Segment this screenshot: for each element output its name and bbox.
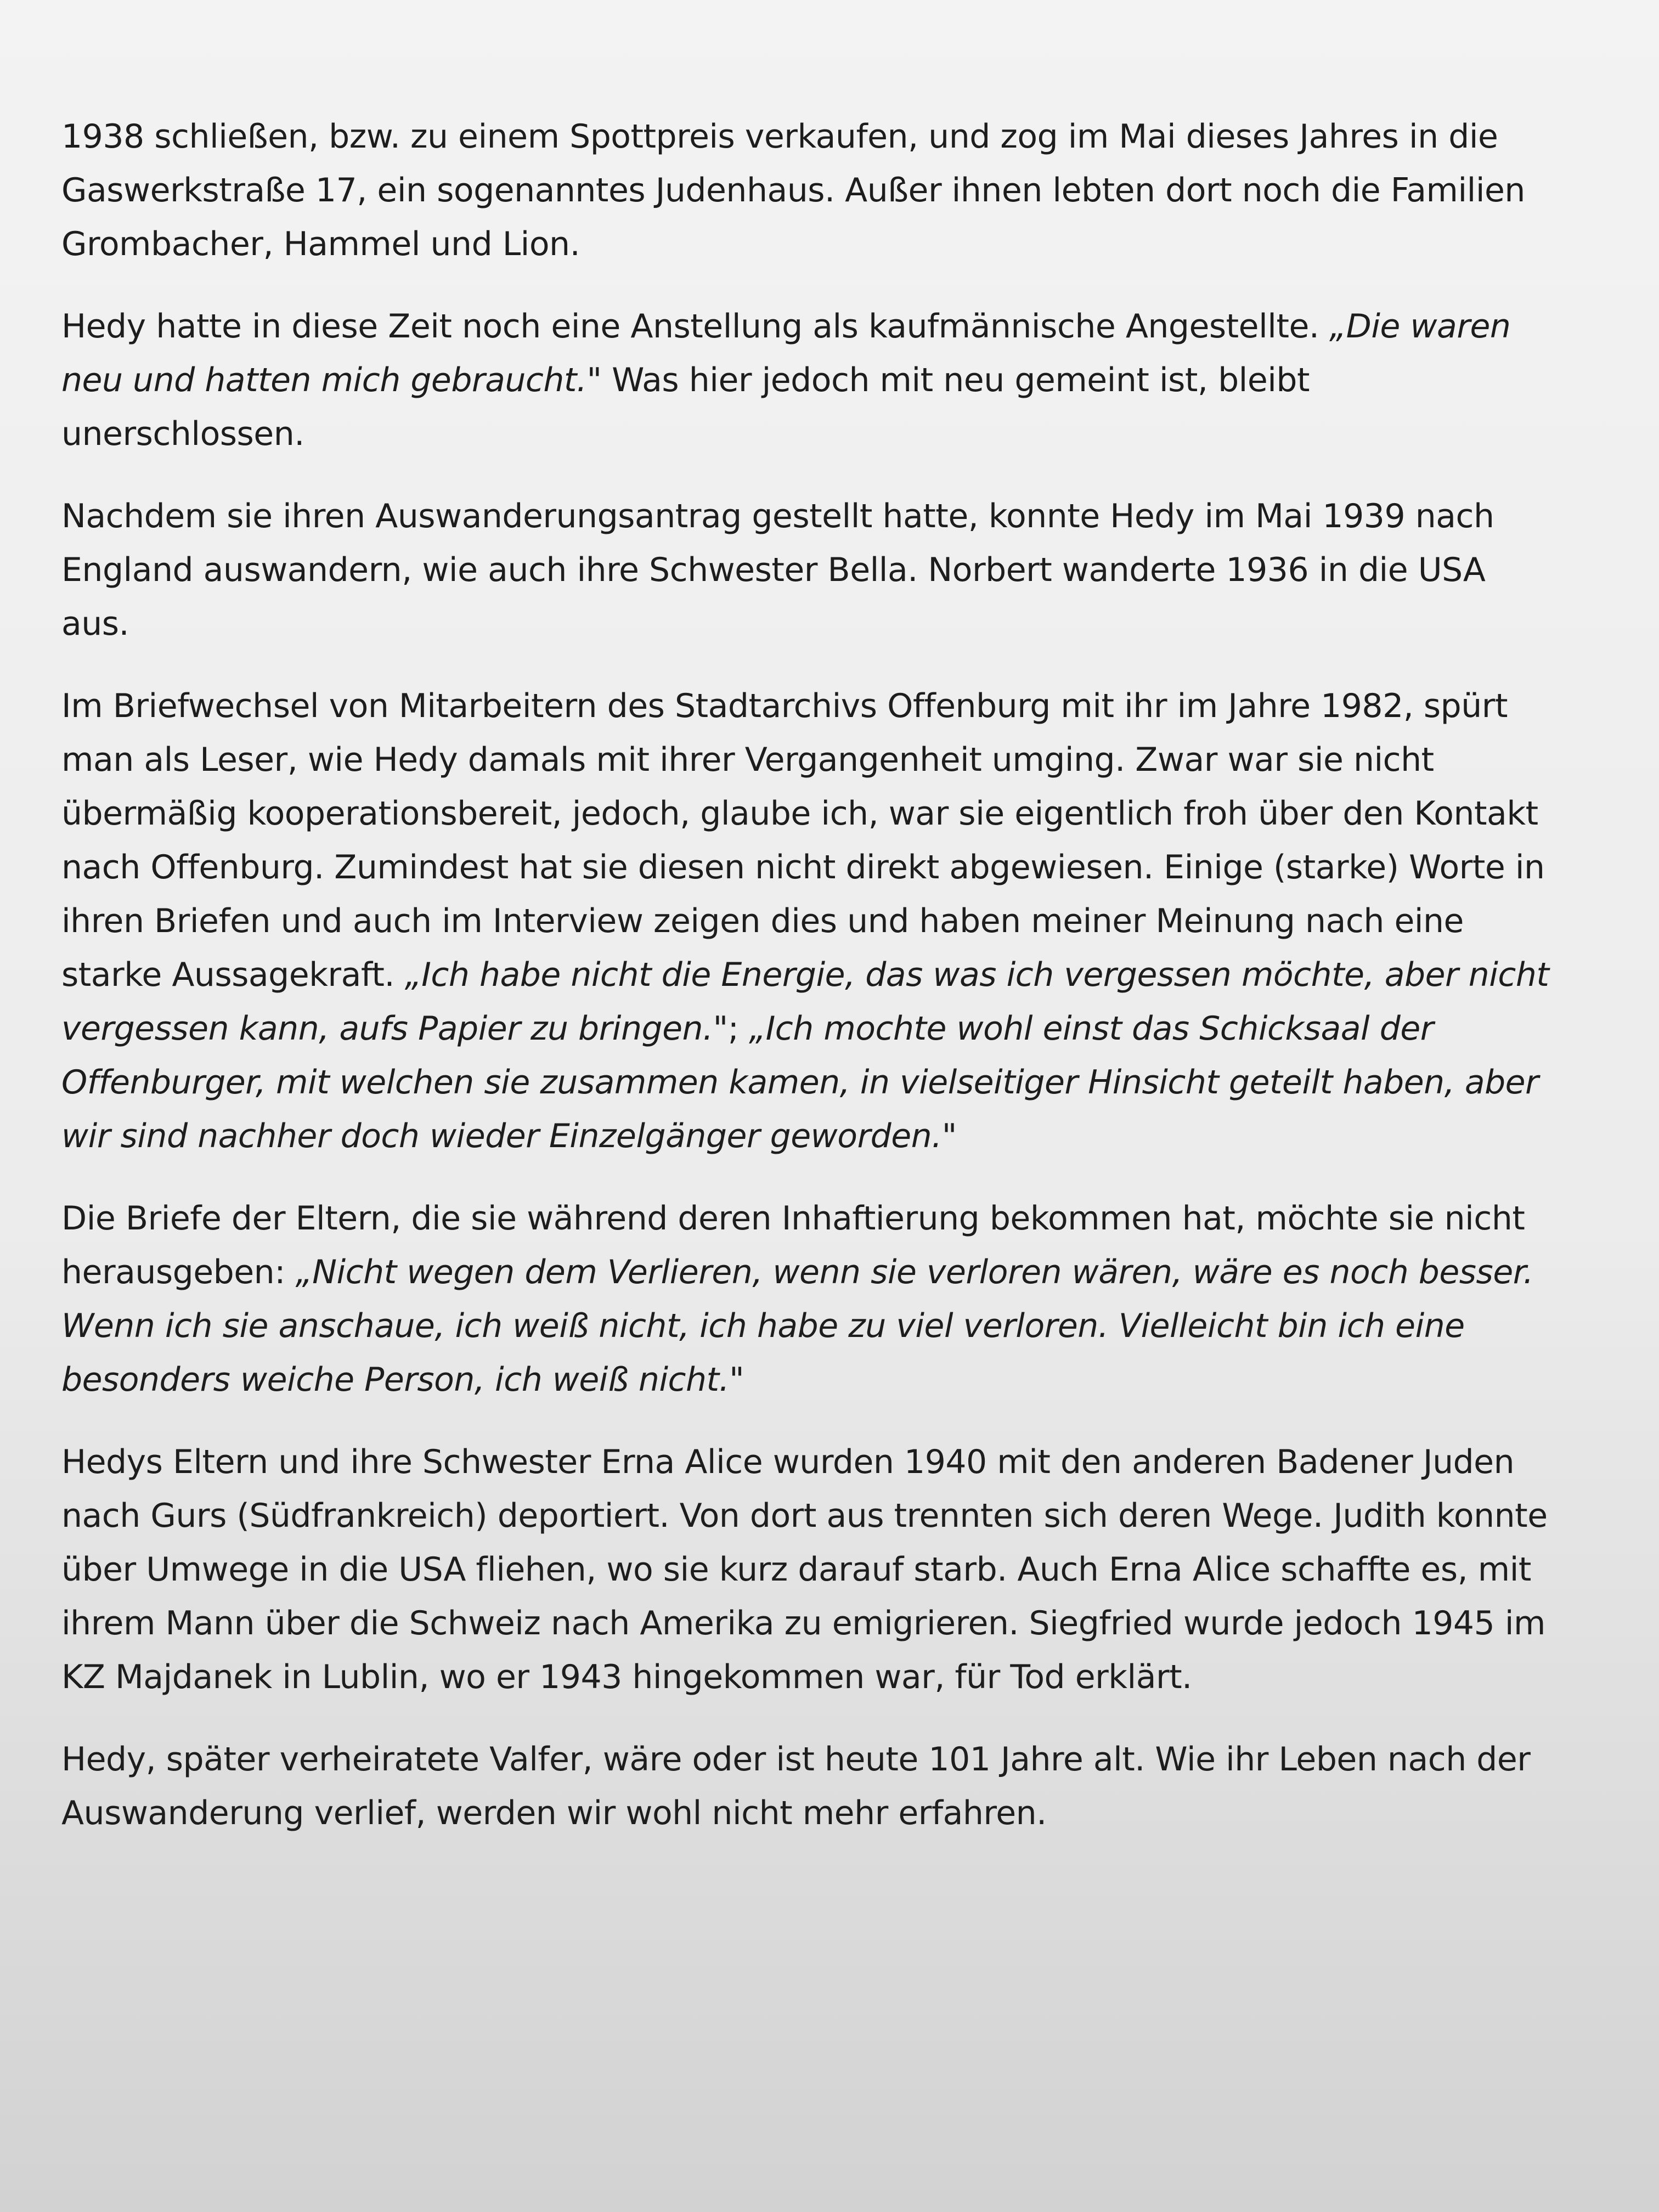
paragraph-text: Hedys Eltern und ihre Schwester Erna Alice wurden 1940 mit den anderen Badener Juden nach Gurs (Südfrankreich) deportiert. Von dort aus trennten sich deren Wege. Judith konnte über Umwege in die USA fliehen, wo sie kurz darauf starb. Auch Erna Alice schaffte es, mit ihrem Mann über die Schweiz nach Amerika zu emigrieren. Siegfried wurde jedoch 1945 im KZ Majdanek in Lublin, wo er 1943 hingekommen war, für Tod erklärt. [61, 1443, 1548, 1696]
quote-text: „Nicht wegen dem Verlieren, wenn sie verloren wären, wäre es noch besser. Wenn ich sie anschaue, ich weiß nicht, ich habe zu viel verloren. Vielleicht bin ich eine besonders weiche Person, ich weiß nicht. [61, 1253, 1533, 1399]
quote-text: „Die waren neu und hatten mich gebraucht. [61, 307, 1511, 399]
paragraph-text: 1938 schließen, bzw. zu einem Spottpreis verkaufen, und zog im Mai dieses Jahres in die Gaswerkstraße 17, ein sogenanntes Judenhaus. Außer ihnen lebten dort noch die Familien Grombacher, Hammel und Lion. [61, 117, 1525, 263]
paragraph-text: " [941, 1117, 957, 1155]
paragraph-text: Im Briefwechsel von Mitarbeitern des Stadtarchivs Offenburg mit ihr im Jahre 1982, spürt man als Leser, wie Hedy damals mit ihrer Vergangenheit umging. Zwar war sie nicht übermäßig kooperationsbereit, jedoch, glaube ich, war sie eigentlich froh über den Kontakt nach Offenburg. Zumindest hat sie diesen nicht direkt abgewiesen. Einige (starke) Worte in ihren Briefen und auch im Interview zeigen dies und haben meiner Meinung nach eine starke Aussagekraft. [61, 687, 1545, 994]
paragraph-4 [61, 679, 1554, 1163]
paragraph-text: Hedy, später verheiratete Valfer, wäre oder ist heute 101 Jahre alt. Wie ihr Leben nach der Auswanderung verlief, werden wir wohl nicht mehr erfahren. [61, 1740, 1531, 1832]
paragraph-text: Hedy hatte in diese Zeit noch eine Anstellung als kaufmännische Angestellte. [61, 307, 1330, 346]
paragraph-3 [61, 489, 1554, 651]
document-page [61, 110, 1554, 1869]
paragraph-6 [61, 1435, 1554, 1704]
quote-text: „Ich mochte wohl einst das Schicksaal der Offenburger, mit welchen sie zusammen kamen, in vielseitiger Hinsicht geteilt haben, aber wir sind nachher doch wieder Einzelgänger geworden. [61, 1009, 1539, 1155]
paragraph-7 [61, 1733, 1554, 1840]
paragraph-text: "; [713, 1009, 749, 1048]
paragraph-2 [61, 300, 1554, 461]
paragraph-text: Die Briefe der Eltern, die sie während deren Inhaftierung bekommen hat, möchte sie nicht herausgeben: [61, 1199, 1525, 1291]
quote-text: „Ich habe nicht die Energie, das was ich vergessen möchte, aber nicht vergessen kann, aufs Papier zu bringen. [61, 956, 1549, 1048]
paragraph-text: Nachdem sie ihren Auswanderungsantrag gestellt hatte, konnte Hedy im Mai 1939 nach England auswandern, wie auch ihre Schwester Bella. Norbert wanderte 1936 in die USA aus. [61, 497, 1494, 643]
paragraph-5 [61, 1192, 1554, 1407]
paragraph-text: " Was hier jedoch mit neu gemeint ist, bleibt unerschlossen. [61, 361, 1310, 453]
paragraph-1 [61, 110, 1554, 271]
paragraph-text: " [729, 1361, 744, 1399]
